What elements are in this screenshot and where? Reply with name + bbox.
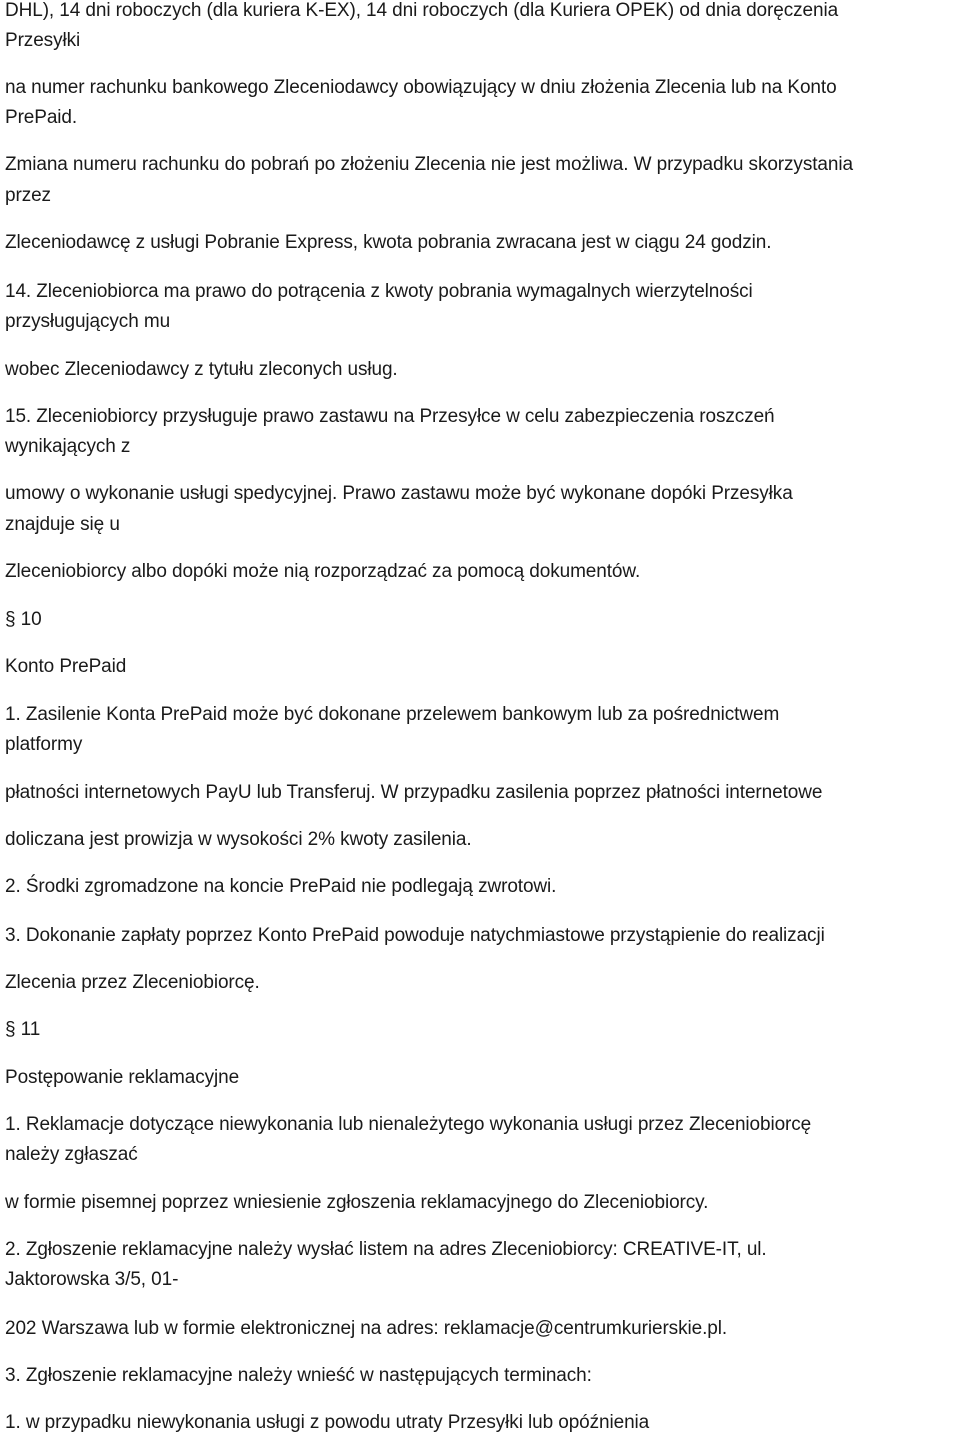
text-line: Przesyłki (5, 30, 81, 51)
text-line: Zleceniodawcę z usługi Pobranie Express, kwota pobrania zwracana jest w ciągu 24 godzin. (5, 232, 772, 253)
text-line: umowy o wykonanie usługi spedycyjnej. Prawo zastawu może być wykonane dopóki Przesyłka (5, 483, 793, 504)
text-line: 1. w przypadku niewykonania usługi z powodu utraty Przesyłki lub opóźnienia (5, 1412, 650, 1433)
text-line: 1. Zasilenie Konta PrePaid może być dokonane przelewem bankowym lub za pośrednictwem (5, 704, 780, 725)
text-line: PrePaid. (5, 107, 78, 128)
text-line: Zmiana numeru rachunku do pobrań po złożeniu Zlecenia nie jest możliwa. W przypadku skorzystania (5, 154, 853, 175)
text-line: przez (5, 185, 51, 206)
text-line: 2. Zgłoszenie reklamacyjne należy wysłać listem na adres Zleceniobiorcy: CREATIVE-IT, ul. (5, 1239, 767, 1260)
text-line: 3. Dokonanie zapłaty poprzez Konto PrePaid powoduje natychmiastowe przystąpienie do realizacji (5, 925, 825, 946)
section-title: Postępowanie reklamacyjne (5, 1067, 240, 1088)
text-line: DHL), 14 dni roboczych (dla kuriera K-EX), 14 dni roboczych (dla Kuriera OPEK) od dnia doręczenia (5, 0, 839, 21)
text-line: 14. Zleceniobiorca ma prawo do potrącenia z kwoty pobrania wymagalnych wierzytelności (5, 281, 753, 302)
text-line: płatności internetowych PayU lub Transferuj. W przypadku zasilenia poprzez płatności internetowe (5, 782, 823, 803)
text-line: w formie pisemnej poprzez wniesienie zgłoszenia reklamacyjnego do Zleceniobiorcy. (5, 1192, 709, 1213)
text-line: wynikających z (5, 436, 131, 457)
text-line: należy zgłaszać (5, 1144, 138, 1165)
section-heading: § 11 (5, 1019, 41, 1040)
text-line: 202 Warszawa lub w formie elektronicznej na adres: reklamacje@centrumkurierskie.pl. (5, 1318, 728, 1339)
text-line: Zleceniobiorcy albo dopóki może nią rozporządzać za pomocą dokumentów. (5, 561, 641, 582)
text-line: platformy (5, 734, 83, 755)
text-line: 2. Środki zgromadzone na koncie PrePaid nie podlegają zwrotowi. (5, 876, 557, 897)
text-line: 15. Zleceniobiorcy przysługuje prawo zastawu na Przesyłce w celu zabezpieczenia roszczeń (5, 406, 775, 427)
text-line: Jaktorowska 3/5, 01- (5, 1269, 179, 1290)
text-line: wobec Zleceniodawcy z tytułu zleconych usług. (5, 359, 398, 380)
section-heading: § 10 (5, 609, 42, 630)
text-line: doliczana jest prowizja w wysokości 2% kwoty zasilenia. (5, 829, 472, 850)
section-title: Konto PrePaid (5, 656, 127, 677)
text-line: 1. Reklamacje dotyczące niewykonania lub nienależytego wykonania usługi przez Zleceniobiorcę (5, 1114, 812, 1135)
text-line: znajduje się u (5, 514, 120, 535)
text-line: na numer rachunku bankowego Zleceniodawcy obowiązujący w dniu złożenia Zlecenia lub na Konto (5, 77, 837, 98)
text-line: przysługujących mu (5, 311, 171, 332)
text-line: Zlecenia przez Zleceniobiorcę. (5, 972, 260, 993)
text-line: 3. Zgłoszenie reklamacyjne należy wnieść w następujących terminach: (5, 1365, 592, 1386)
